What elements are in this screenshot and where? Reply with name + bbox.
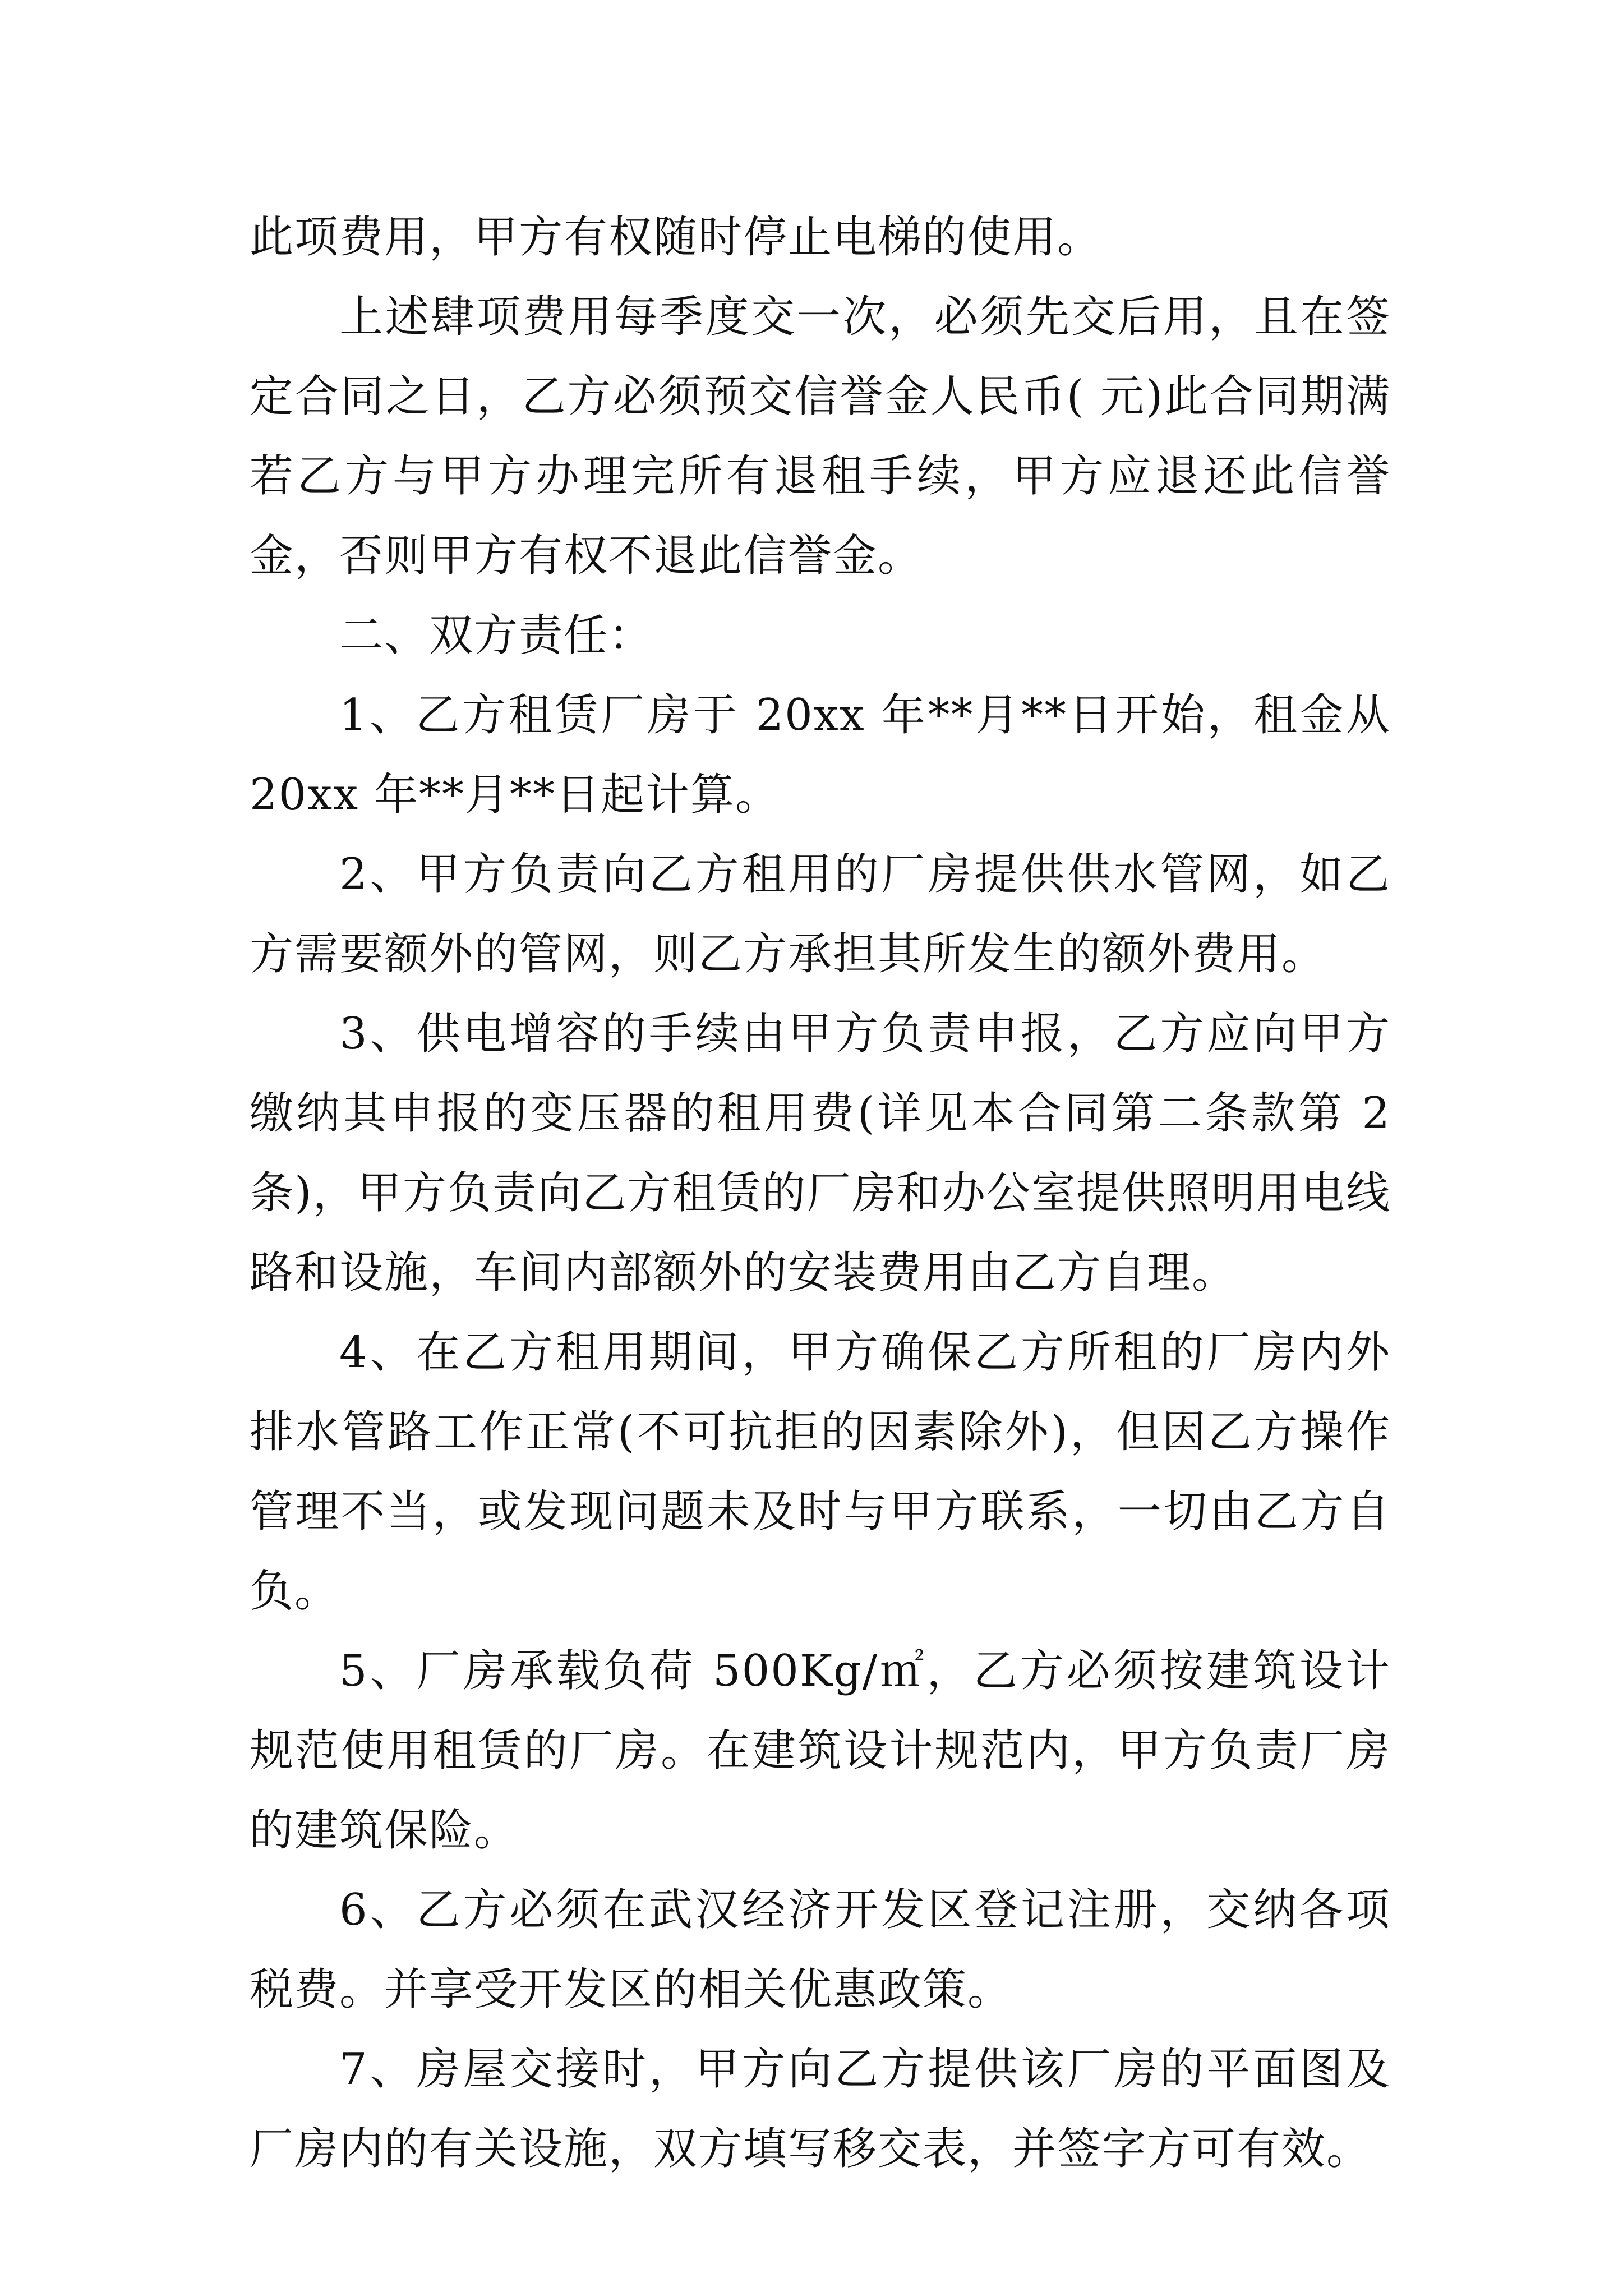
clause-7: 7、房屋交接时，甲方向乙方提供该厂房的平面图及厂房内的有关设施，双方填写移交表，并签字方可有效。 — [250, 2044, 1391, 2174]
clause-2: 2、甲方负责向乙方租用的厂房提供供水管网，如乙方需要额外的管网，则乙方承担其所发生的额外费用。 — [250, 849, 1391, 979]
clause-5: 5、厂房承载负荷 500Kg/㎡，乙方必须按建筑设计规范使用租赁的厂房。在建筑设计规范内，甲方负责厂房的建筑保险。 — [250, 1646, 1391, 1856]
document-page — [250, 197, 1391, 2189]
clause-4: 4、在乙方租用期间，甲方确保乙方所租的厂房内外排水管路工作正常(不可抗拒的因素除外)，但因乙方操作管理不当，或发现问题未及时与甲方联系，一切由乙方自负。 — [250, 1327, 1391, 1617]
paragraph-continuation: 此项费用，甲方有权随时停止电梯的使用。 — [250, 212, 1103, 263]
section-heading-responsibilities: 二、双方责任： — [339, 610, 654, 661]
paragraph-deposit: 上述肆项费用每季度交一次，必须先交后用，且在签定合同之日，乙方必须预交信誉金人民币( 元)此合同期满若乙方与甲方办理完所有退租手续，甲方应退还此信誉金，否则甲方有权不退此信誉金。 — [250, 292, 1391, 581]
clause-3: 3、供电增容的手续由甲方负责申报，乙方应向甲方缴纳其申报的变压器的租用费(详见本合同第二条款第 2 条)，甲方负责向乙方租赁的厂房和办公室提供照明用电线路和设施，车间内部额外的安装费用由乙方自理。 — [250, 1009, 1391, 1298]
clause-1: 1、乙方租赁厂房于 20xx 年**月**日开始，租金从 20xx 年**月**日起计算。 — [250, 690, 1391, 820]
clause-6: 6、乙方必须在武汉经济开发区登记注册，交纳各项税费。并享受开发区的相关优惠政策。 — [250, 1885, 1391, 2015]
